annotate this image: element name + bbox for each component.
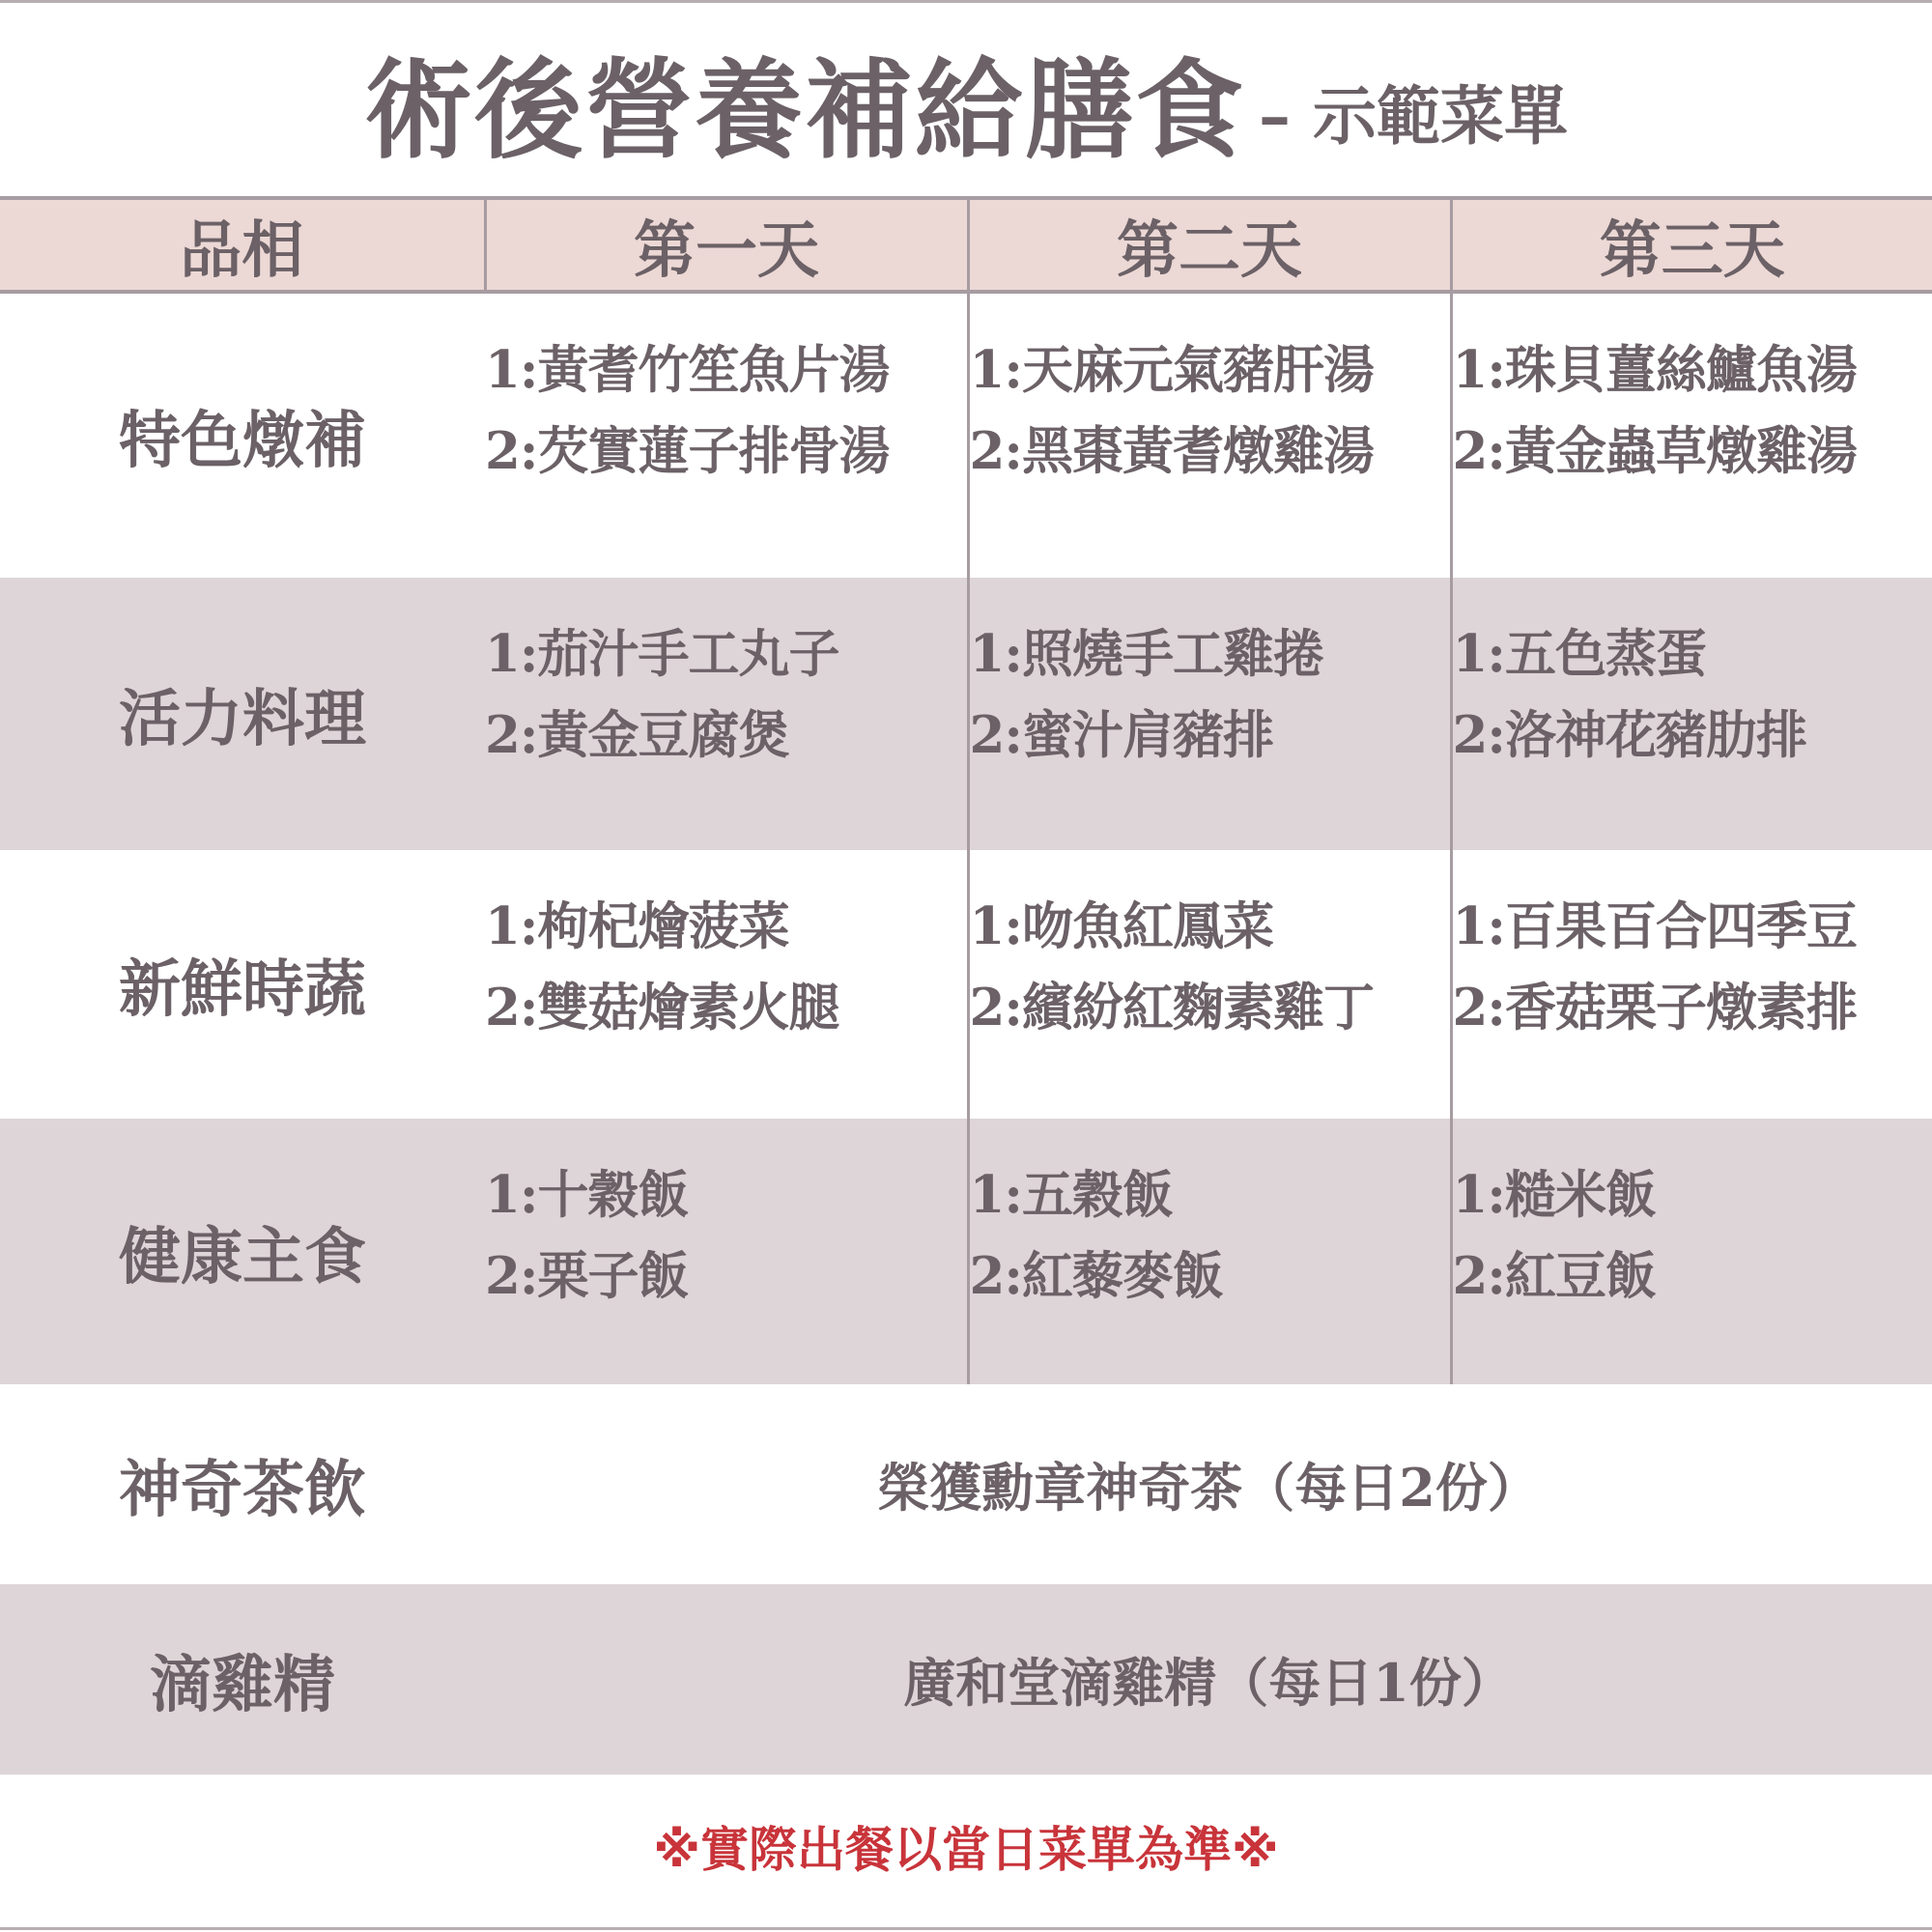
day-3-cell — [1451, 578, 1932, 850]
page-title — [0, 29, 1932, 174]
menu-item: 1:五穀飯 — [969, 1165, 1173, 1225]
menu-item: 2:香菇栗子燉素排 — [1452, 978, 1857, 1037]
day-3-cell — [1451, 1119, 1932, 1384]
day-1-cell — [485, 850, 968, 1119]
menu-item: 2:洛神花豬肋排 — [1452, 705, 1806, 765]
table-row — [0, 1584, 1932, 1775]
day-2-cell — [968, 1119, 1451, 1384]
table-header-row — [0, 198, 1932, 292]
disclaimer-note: ※實際出餐以當日菜單為準※ — [653, 1822, 1279, 1878]
menu-item: 2:紅藜麥飯 — [969, 1246, 1223, 1306]
header-day-1: 第一天 — [485, 198, 968, 292]
day-2-cell — [968, 578, 1451, 850]
menu-item: 1:百果百合四季豆 — [1452, 896, 1857, 956]
menu-item: 1:黃耆竹笙魚片湯 — [485, 340, 890, 400]
menu-item: 2:雙菇燴素火腿 — [485, 978, 839, 1037]
header-day-2: 第二天 — [968, 198, 1451, 292]
bottom-border — [0, 1927, 1932, 1930]
menu-item: 1:枸杞燴菠菜 — [485, 896, 789, 956]
row-category: 神奇茶飲 — [119, 1453, 366, 1526]
menu-item: 2:栗子飯 — [485, 1246, 689, 1306]
menu-item: 1:糙米飯 — [1452, 1165, 1656, 1225]
table-row — [0, 292, 1932, 578]
menu-table — [0, 196, 1932, 1775]
menu-item: 1:十穀飯 — [485, 1165, 689, 1225]
header-category: 品相 — [0, 198, 485, 292]
menu-item: 2:黑棗黃耆燉雞湯 — [969, 421, 1374, 481]
table-row — [0, 1119, 1932, 1384]
menu-item: 2:黃金蟲草燉雞湯 — [1452, 421, 1857, 481]
row-category: 活力料理 — [119, 683, 366, 755]
title-main: 術後營養補給膳食 — [364, 46, 1245, 174]
table-row — [0, 1384, 1932, 1584]
row-category: 滴雞精 — [150, 1648, 335, 1721]
menu-item: 2:黃金豆腐煲 — [485, 705, 789, 765]
menu-item: 1:珠貝薑絲鱸魚湯 — [1452, 340, 1857, 400]
menu-item: 2:紅豆飯 — [1452, 1246, 1656, 1306]
day-1-cell — [485, 578, 968, 850]
day-1-cell — [485, 1119, 968, 1384]
menu-item: 1:茄汁手工丸子 — [485, 624, 839, 684]
menu-item: 2:繽紛紅麴素雞丁 — [969, 978, 1374, 1037]
row-category: 特色燉補 — [119, 405, 366, 477]
day-3-cell — [1451, 292, 1932, 578]
day-2-cell — [968, 292, 1451, 578]
day-3-cell — [1451, 850, 1932, 1119]
row-category: 新鮮時蔬 — [119, 953, 366, 1026]
menu-item: 1:天麻元氣豬肝湯 — [969, 340, 1374, 400]
chicken-essence-content: 廣和堂滴雞精（每日1份） — [903, 1652, 1514, 1714]
day-2-cell — [968, 850, 1451, 1119]
menu-item: 1:吻魚紅鳳菜 — [969, 896, 1273, 956]
top-border — [0, 0, 1932, 3]
day-1-cell — [485, 292, 968, 578]
menu-item: 2:蜜汁肩豬排 — [969, 705, 1273, 765]
table-row — [0, 850, 1932, 1119]
menu-item: 1:五色蒸蛋 — [1452, 624, 1706, 684]
menu-item: 1:照燒手工雞捲 — [969, 624, 1323, 684]
row-category: 健康主食 — [119, 1220, 366, 1293]
header-day-3: 第三天 — [1451, 198, 1932, 292]
tea-content: 榮獲勳章神奇茶（每日2份） — [877, 1457, 1540, 1519]
table-row — [0, 578, 1932, 850]
title-subtitle: – 示範菜單 — [1259, 77, 1568, 154]
menu-item: 2:芡實蓮子排骨湯 — [485, 421, 890, 481]
